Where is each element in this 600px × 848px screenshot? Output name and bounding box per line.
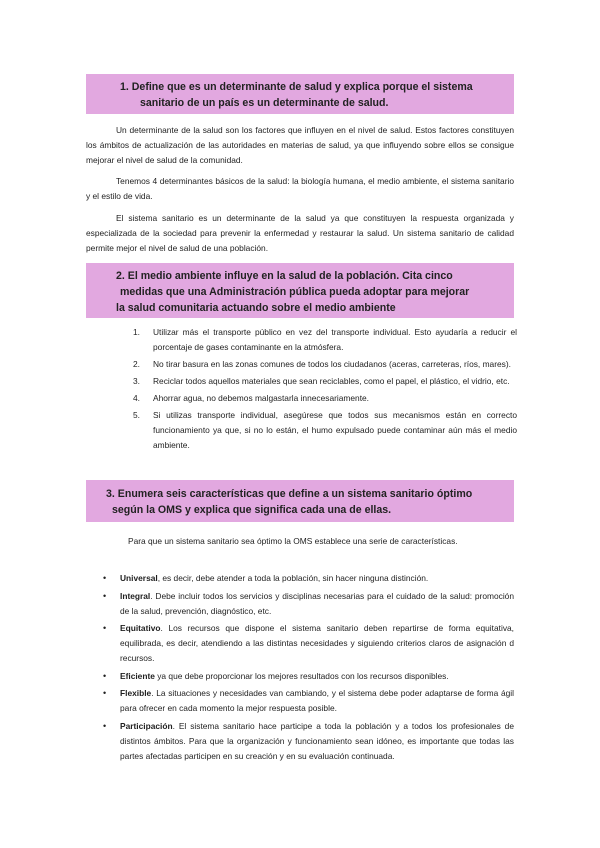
list-item: [100, 686, 514, 716]
section-1-heading: [86, 74, 514, 114]
item-text: No tirar basura en las zonas comunes de todos los ciudadanos (aceras, carreteras, ríos, mares).: [153, 359, 511, 369]
item-term: Participación: [120, 720, 173, 731]
item-number: 5.: [133, 410, 140, 420]
item-term: Universal: [120, 573, 158, 583]
item-term: Equitativo: [120, 623, 161, 633]
characteristics-list: [100, 571, 514, 766]
bullet-icon: •: [103, 623, 107, 633]
list-item: [100, 719, 514, 764]
measures-list: [133, 325, 517, 455]
list-item: [100, 571, 514, 586]
item-term: Integral: [120, 590, 151, 601]
heading-line: 1. Define que es un determinante de salud y explica porque el sistema: [120, 81, 473, 93]
item-text: Utilizar más el transporte público en vez del transporte individual. Esto ayudaría a reducir el porcentaje de gases contaminante en la atmósfera.: [153, 327, 517, 352]
bullet-icon: •: [103, 573, 107, 583]
item-text: Ahorrar agua, no debemos malgastarla innecesariamente.: [153, 393, 370, 403]
heading-line: 3. Enumera seis características que define a un sistema sanitario óptimo: [106, 488, 473, 500]
paragraph: El sistema sanitario es un determinante de la salud ya que constituyen la respuesta organizada y especializada de la sociedad para prevenir la enfermedad y restaurar la salud. Un sistema sanitario de calidad permite mejor el nivel de salud de una población.: [86, 213, 514, 253]
list-item: [133, 408, 517, 453]
list-item: [133, 374, 517, 389]
item-text: . Debe incluir todos los servicios y disciplinas necesarias para el cuidado de la salud: promoción de la salud, prevención, diagnóstico, etc.: [120, 590, 514, 616]
item-text: Reciclar todos aquellos materiales que sean reciclables, como el papel, el plástico, el vidrio, etc.: [153, 376, 510, 386]
item-number: 3.: [133, 376, 140, 386]
bullet-icon: •: [103, 688, 107, 698]
item-term: Flexible: [120, 688, 152, 698]
list-item: [133, 357, 517, 372]
list-item: [133, 391, 517, 406]
item-number: 2.: [133, 359, 140, 369]
item-number: 1.: [133, 327, 140, 337]
item-text: , es decir, debe atender a toda la población, sin hacer ninguna distinción.: [157, 573, 429, 583]
intro-paragraph: Para que un sistema sanitario sea óptimo la OMS establece una serie de características.: [128, 536, 458, 546]
heading-line: sanitario de un país es un determinante de salud.: [140, 97, 389, 109]
list-item: [100, 621, 514, 666]
item-number: 4.: [133, 393, 140, 403]
heading-line: 2. El medio ambiente influye en la salud de la población. Cita cinco: [116, 270, 453, 282]
bullet-icon: •: [103, 720, 107, 731]
section-2-heading: [86, 263, 514, 318]
section-3-heading: [86, 480, 514, 522]
item-text: . La situaciones y necesidades van cambiando, y el sistema debe poder adaptarse de forma ágil para ofrecer en cada momento la mejor respuesta posible.: [120, 688, 514, 713]
list-item: [100, 669, 514, 684]
paragraph: Tenemos 4 determinantes básicos de la salud: la biología humana, el medio ambiente, el sistema sanitario y el estilo de vida.: [86, 176, 514, 201]
heading-line: la salud comunitaria actuando sobre el medio ambiente: [116, 302, 396, 314]
heading-line: según la OMS y explica que significa cada una de ellas.: [112, 504, 392, 516]
heading-line: medidas que una Administración pública pueda adoptar para mejorar: [120, 286, 470, 298]
item-text: Si utilizas transporte individual, asegúrese que todos sus mecanismos están en correcto funcionamiento ya que, si no lo están, el humo expulsado puede contaminar aún más el medio ambiente.: [153, 410, 517, 450]
bullet-icon: •: [103, 590, 107, 601]
list-item: [100, 589, 514, 619]
item-term: Eficiente: [120, 670, 155, 681]
item-text: . El sistema sanitario hace participe a toda la población y a todos los profesionales de distintos ámbitos. Para que la organización y funcionamiento sean idóneo, es importante que todas las partes afectadas participen en su creación y en su evaluación continuada.: [120, 720, 514, 761]
paragraph: Un determinante de la salud son los factores que influyen en el nivel de salud. Estos factores constituyen los ámbitos de actualización de las autoridades en materias de salud, ya que influyendo sobre ellos se consigue mejorar el nivel de salud de la comunidad.: [86, 125, 514, 165]
list-item: [133, 325, 517, 355]
bullet-icon: •: [103, 670, 107, 681]
item-text: . Los recursos que dispone el sistema sanitario deben repartirse de forma equitativa, equilibrada, es decir, atendiendo a las distintas necesidades y siguiendo criterios claros de asignación d recursos.: [120, 623, 514, 663]
item-text: ya que debe proporcionar los mejores resultados con los recursos disponibles.: [154, 670, 449, 681]
